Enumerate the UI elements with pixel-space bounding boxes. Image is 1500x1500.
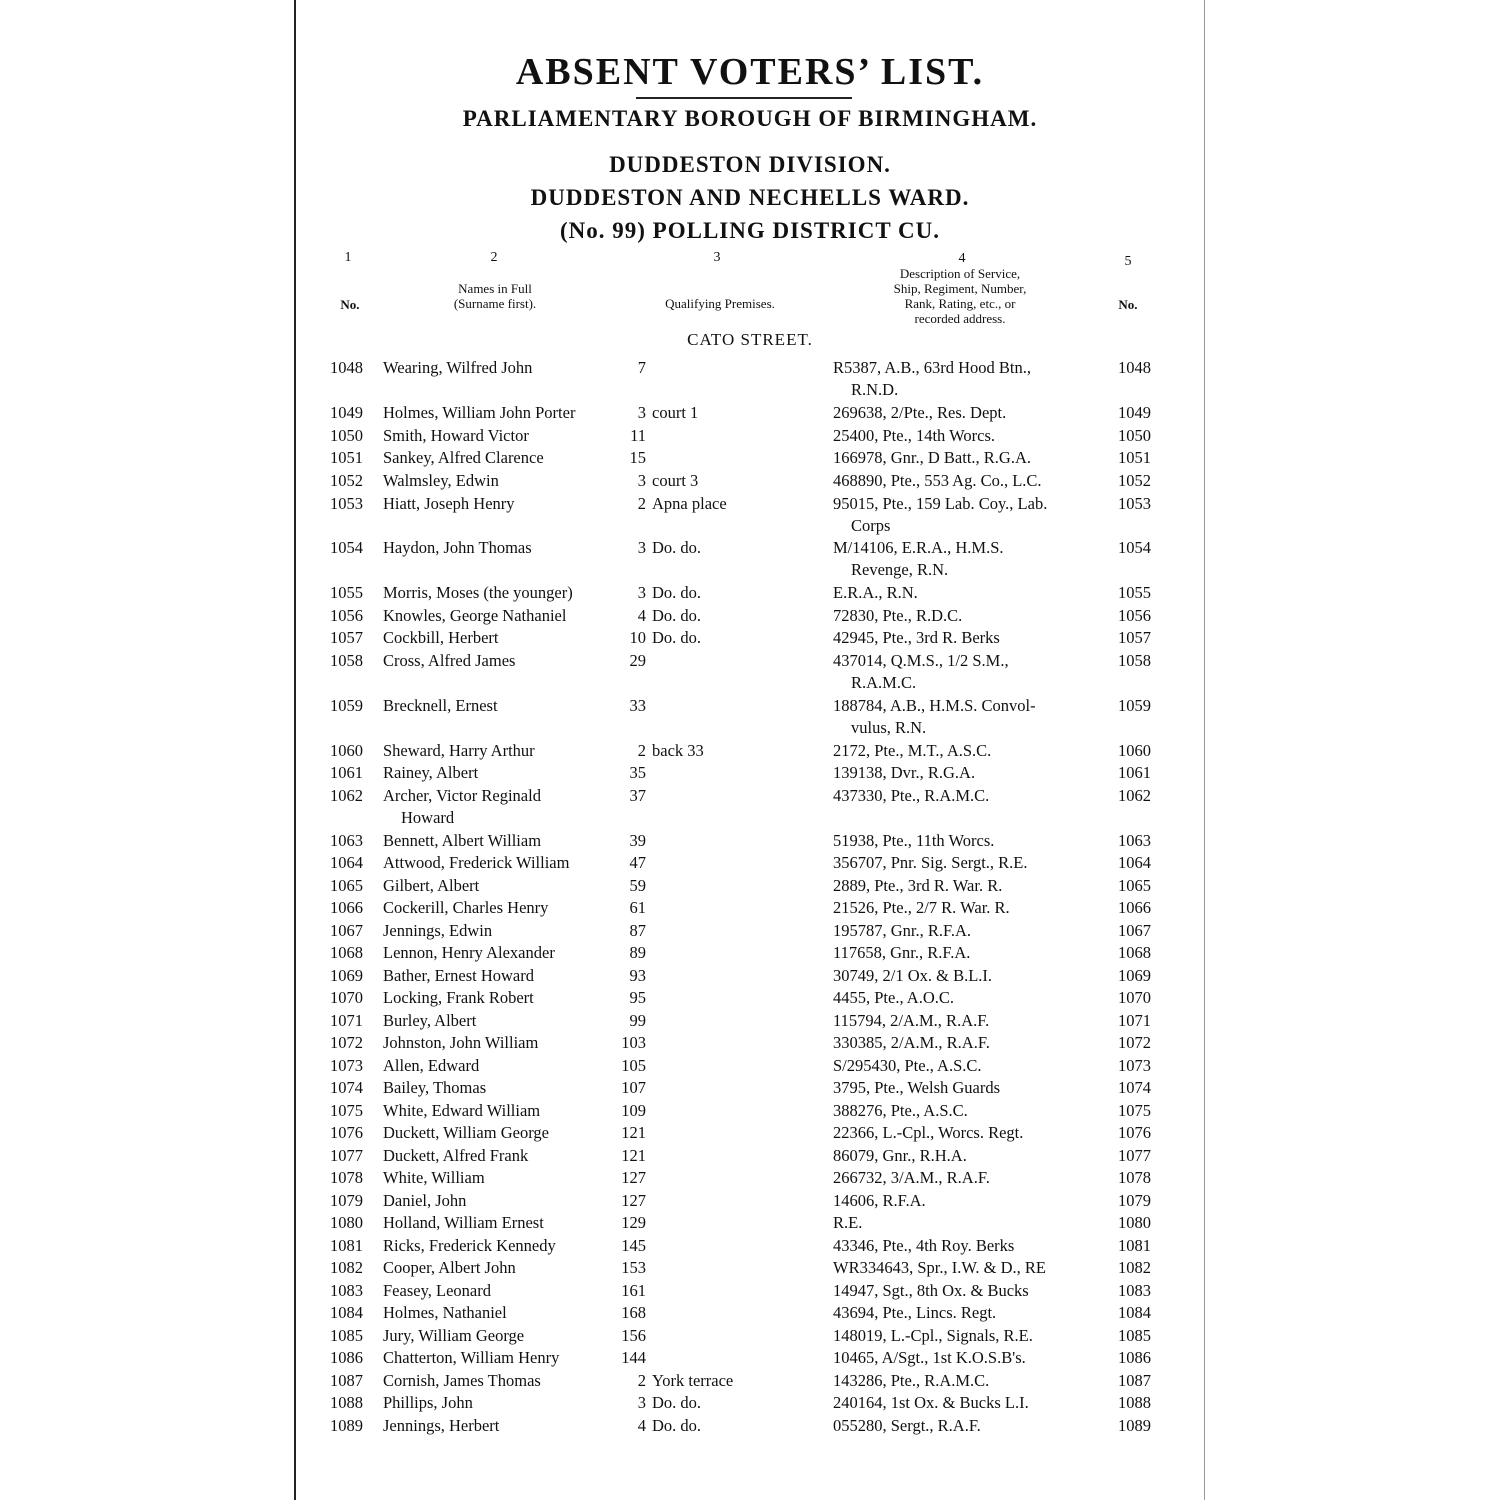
premises-number: 156 (621, 1326, 646, 1345)
premises-number: 39 (629, 831, 646, 850)
table-row (0, 1056, 1500, 1078)
voter-number-right: 1086 (1118, 1348, 1151, 1367)
premises-address: Do. do. (652, 606, 702, 625)
division-heading: DUDDESTON DIVISION. (609, 152, 891, 177)
service-description-continued: Corps (851, 516, 891, 535)
voter-number: 1082 (330, 1258, 363, 1277)
premises-address: Do. do. (652, 538, 702, 557)
premises-number: 15 (629, 448, 646, 467)
voter-number-right: 1052 (1118, 471, 1151, 490)
col-index-1: 1 (344, 250, 352, 265)
service-description: 25400, Pte., 14th Worcs. (833, 426, 995, 445)
service-description: 269638, 2/Pte., Res. Dept. (833, 403, 1007, 422)
premises-number: 47 (629, 853, 646, 872)
premises-number: 7 (637, 358, 646, 377)
ward-heading: DUDDESTON AND NECHELLS WARD. (530, 185, 970, 210)
voter-number-right: 1085 (1118, 1326, 1151, 1345)
premises-number: 127 (621, 1168, 646, 1187)
table-row (0, 426, 1500, 448)
premises-number: 3 (637, 403, 646, 422)
service-description: 14606, R.F.A. (833, 1191, 926, 1210)
service-description: 356707, Pnr. Sig. Sergt., R.E. (833, 853, 1028, 872)
col-header-desc-line4: recorded address. (914, 311, 1006, 326)
voter-number: 1065 (330, 876, 363, 895)
voter-name: Hiatt, Joseph Henry (383, 494, 515, 513)
voter-number-right: 1076 (1118, 1123, 1151, 1142)
col-header-description (860, 266, 1060, 326)
service-description: 42945, Pte., 3rd R. Berks (833, 628, 1000, 647)
premises-number: 2 (637, 494, 646, 513)
premises-number: 59 (629, 876, 646, 895)
premises-number: 93 (629, 966, 646, 985)
voter-name: Johnston, John William (383, 1033, 539, 1052)
table-row (0, 763, 1500, 785)
voter-name: Cockerill, Charles Henry (383, 898, 549, 917)
premises-number: 3 (637, 1393, 646, 1412)
table-row (0, 494, 1500, 516)
voter-name: Bailey, Thomas (383, 1078, 487, 1097)
table-row (0, 448, 1500, 470)
premises-address: York terrace (652, 1371, 734, 1390)
service-description: S/295430, Pte., A.S.C. (833, 1056, 982, 1075)
service-description: 51938, Pte., 11th Worcs. (833, 831, 995, 850)
voter-number: 1060 (330, 741, 363, 760)
voter-number: 1079 (330, 1191, 363, 1210)
premises-number: 3 (637, 471, 646, 490)
service-description: R5387, A.B., 63rd Hood Btn., (833, 358, 1032, 377)
col-header-names (420, 281, 570, 311)
voter-number: 1056 (330, 606, 363, 625)
service-description: 266732, 3/A.M., R.A.F. (833, 1168, 990, 1187)
voter-number-right: 1058 (1118, 651, 1151, 670)
voter-number-right: 1089 (1118, 1416, 1151, 1435)
voter-number: 1067 (330, 921, 363, 940)
premises-number: 4 (637, 1416, 646, 1435)
service-description-continued: vulus, R.N. (851, 718, 927, 737)
premises-number: 161 (621, 1281, 646, 1300)
voter-number-right: 1062 (1118, 786, 1151, 805)
voter-number: 1053 (330, 494, 363, 513)
service-description: 188784, A.B., H.M.S. Convol- (833, 696, 1036, 715)
voter-name: Daniel, John (383, 1191, 467, 1210)
voter-number: 1084 (330, 1303, 363, 1322)
service-description-continued: R.N.D. (851, 380, 899, 399)
premises-number: 105 (621, 1056, 646, 1075)
table-row (0, 1146, 1500, 1168)
service-description: 115794, 2/A.M., R.A.F. (833, 1011, 990, 1030)
service-description: 2889, Pte., 3rd R. War. R. (833, 876, 1003, 895)
voter-number-right: 1073 (1118, 1056, 1151, 1075)
premises-number: 144 (621, 1348, 646, 1367)
premises-address: Do. do. (652, 1416, 702, 1435)
premises-number: 3 (637, 583, 646, 602)
voter-number-right: 1079 (1118, 1191, 1151, 1210)
table-row (0, 1078, 1500, 1100)
voter-number: 1078 (330, 1168, 363, 1187)
voter-name: Ricks, Frederick Kennedy (383, 1236, 556, 1255)
district-heading: (No. 99) POLLING DISTRICT CU. (559, 218, 940, 243)
premises-number: 33 (629, 696, 646, 715)
voter-name: Haydon, John Thomas (383, 538, 532, 557)
table-row (0, 921, 1500, 943)
voter-number: 1062 (330, 786, 363, 805)
premises-number: 35 (629, 763, 646, 782)
voter-number: 1057 (330, 628, 363, 647)
premises-number: 107 (621, 1078, 646, 1097)
service-description: 437014, Q.M.S., 1/2 S.M., (833, 651, 1009, 670)
premises-number: 121 (621, 1146, 646, 1165)
voter-number-right: 1051 (1118, 448, 1151, 467)
premises-number: 103 (621, 1033, 646, 1052)
voter-name: Lennon, Henry Alexander (383, 943, 555, 962)
table-row (0, 966, 1500, 988)
voter-number: 1083 (330, 1281, 363, 1300)
voter-number-right: 1084 (1118, 1303, 1151, 1322)
voter-name: Brecknell, Ernest (383, 696, 498, 715)
voter-name: Wearing, Wilfred John (383, 358, 533, 377)
service-description: 148019, L.-Cpl., Signals, R.E. (833, 1326, 1033, 1345)
voter-number-right: 1087 (1118, 1371, 1151, 1390)
col-header-desc-line2: Ship, Regiment, Number, (893, 281, 1027, 296)
voter-name: Knowles, George Nathaniel (383, 606, 567, 625)
premises-number: 11 (630, 426, 646, 445)
voter-number: 1076 (330, 1123, 363, 1142)
voter-number-right: 1074 (1118, 1078, 1151, 1097)
table-row (0, 583, 1500, 605)
voter-number: 1068 (330, 943, 363, 962)
voter-number: 1050 (330, 426, 363, 445)
voter-name: Jennings, Herbert (383, 1416, 500, 1435)
table-row (0, 853, 1500, 875)
voter-number: 1080 (330, 1213, 363, 1232)
voter-name: Bennett, Albert William (383, 831, 542, 850)
service-description: WR334643, Spr., I.W. & D., RE (833, 1258, 1046, 1277)
table-row (0, 1416, 1500, 1438)
table-row (0, 831, 1500, 853)
table-row (0, 1393, 1500, 1415)
voter-number: 1058 (330, 651, 363, 670)
service-description: 330385, 2/A.M., R.A.F. (833, 1033, 990, 1052)
voter-number: 1077 (330, 1146, 363, 1165)
table-row (0, 628, 1500, 650)
voter-number-right: 1081 (1118, 1236, 1151, 1255)
voter-number-right: 1063 (1118, 831, 1151, 850)
service-description: 30749, 2/1 Ox. & B.L.I. (833, 966, 993, 985)
voter-number-right: 1050 (1118, 426, 1151, 445)
table-row (0, 696, 1500, 718)
col-header-names-line2: (Surname first). (453, 296, 537, 311)
voter-number-right: 1088 (1118, 1393, 1151, 1412)
col-index-5: 5 (1124, 254, 1132, 269)
table-row (0, 898, 1500, 920)
voter-name: Walmsley, Edwin (383, 471, 499, 490)
premises-address: Do. do. (652, 628, 702, 647)
voter-number: 1052 (330, 471, 363, 490)
col-header-premises: Qualifying Premises. (665, 296, 775, 311)
table-row (0, 1258, 1500, 1280)
voter-name: Rainey, Albert (383, 763, 479, 782)
voter-number-right: 1080 (1118, 1213, 1151, 1232)
voter-number-right: 1071 (1118, 1011, 1151, 1030)
voter-name: Holmes, William John Porter (383, 403, 576, 422)
voter-number-right: 1048 (1118, 358, 1151, 377)
voter-name: Holland, William Ernest (383, 1213, 544, 1232)
voter-number: 1064 (330, 853, 363, 872)
service-description: 195787, Gnr., R.F.A. (833, 921, 972, 940)
service-description: 468890, Pte., 553 Ag. Co., L.C. (833, 471, 1042, 490)
table-row (0, 1123, 1500, 1145)
voter-number: 1055 (330, 583, 363, 602)
voter-number: 1081 (330, 1236, 363, 1255)
service-description: 86079, Gnr., R.H.A. (833, 1146, 967, 1165)
voter-name: Duckett, Alfred Frank (383, 1146, 529, 1165)
table-row (0, 1371, 1500, 1393)
voter-number-right: 1072 (1118, 1033, 1151, 1052)
service-description: 72830, Pte., R.D.C. (833, 606, 963, 625)
service-description: 139138, Dvr., R.G.A. (833, 763, 976, 782)
voter-name: Bather, Ernest Howard (383, 966, 534, 985)
premises-address: Do. do. (652, 1393, 702, 1412)
voter-name: White, Edward William (383, 1101, 541, 1120)
voter-number-right: 1054 (1118, 538, 1151, 557)
service-description: E.R.A., R.N. (833, 583, 918, 602)
voter-name: Allen, Edward (383, 1056, 480, 1075)
premises-number: 145 (621, 1236, 646, 1255)
voter-name: Attwood, Frederick William (383, 853, 570, 872)
voter-number-right: 1064 (1118, 853, 1151, 872)
service-description: 43694, Pte., Lincs. Regt. (833, 1303, 997, 1322)
premises-address: Apna place (652, 494, 727, 513)
premises-number: 129 (621, 1213, 646, 1232)
street-heading: CATO STREET. (687, 330, 813, 349)
voter-number-right: 1066 (1118, 898, 1151, 917)
premises-number: 99 (629, 1011, 646, 1030)
table-row (0, 471, 1500, 493)
col-header-no-left: No. (340, 297, 360, 312)
voter-number-right: 1075 (1118, 1101, 1151, 1120)
table-row (0, 1033, 1500, 1055)
voter-number: 1088 (330, 1393, 363, 1412)
service-description: 14947, Sgt., 8th Ox. & Bucks (833, 1281, 1029, 1300)
service-description: 21526, Pte., 2/7 R. War. R. (833, 898, 1010, 917)
voter-number: 1048 (330, 358, 363, 377)
voter-name: Phillips, John (383, 1393, 473, 1412)
service-description: 2172, Pte., M.T., A.S.C. (833, 741, 992, 760)
premises-number: 89 (629, 943, 646, 962)
table-row (0, 403, 1500, 425)
title-rule (636, 97, 852, 99)
table-row (0, 1168, 1500, 1190)
table-row (0, 741, 1500, 763)
page-title: ABSENT VOTERS’ LIST. (515, 51, 985, 93)
service-description: 240164, 1st Ox. & Bucks L.I. (833, 1393, 1029, 1412)
voter-number-right: 1068 (1118, 943, 1151, 962)
voter-number-right: 1067 (1118, 921, 1151, 940)
voter-name: Jury, William George (383, 1326, 525, 1345)
premises-number: 3 (637, 538, 646, 557)
premises-number: 2 (637, 1371, 646, 1390)
col-header-no-right: No. (1118, 297, 1138, 312)
voter-number: 1071 (330, 1011, 363, 1030)
service-description: M/14106, E.R.A., H.M.S. (833, 538, 1004, 557)
voter-name: White, William (383, 1168, 485, 1187)
premises-number: 109 (621, 1101, 646, 1120)
premises-number: 61 (629, 898, 646, 917)
service-description: 055280, Sergt., R.A.F. (833, 1416, 981, 1435)
premises-number: 95 (629, 988, 646, 1007)
table-row (0, 1303, 1500, 1325)
voter-number-right: 1055 (1118, 583, 1151, 602)
voter-number: 1061 (330, 763, 363, 782)
premises-number: 127 (621, 1191, 646, 1210)
voter-name-continued: Howard (401, 808, 455, 827)
premises-number: 153 (621, 1258, 646, 1277)
voter-number-right: 1078 (1118, 1168, 1151, 1187)
voter-number-right: 1049 (1118, 403, 1151, 422)
service-description-continued: R.A.M.C. (851, 673, 917, 692)
voter-number-right: 1053 (1118, 494, 1151, 513)
premises-number: 29 (629, 651, 646, 670)
voter-number: 1085 (330, 1326, 363, 1345)
premises-address: court 3 (652, 471, 699, 490)
voter-number-right: 1057 (1118, 628, 1151, 647)
service-description: 143286, Pte., R.A.M.C. (833, 1371, 990, 1390)
col-header-names-line1: Names in Full (458, 281, 532, 296)
table-row (0, 538, 1500, 560)
premises-number: 121 (621, 1123, 646, 1142)
service-description: 388276, Pte., A.S.C. (833, 1101, 968, 1120)
service-description: 43346, Pte., 4th Roy. Berks (833, 1236, 1015, 1255)
service-description: 4455, Pte., A.O.C. (833, 988, 955, 1007)
table-row (0, 1326, 1500, 1348)
voter-name: Feasey, Leonard (383, 1281, 491, 1300)
service-description: 10465, A/Sgt., 1st K.O.S.B's. (833, 1348, 1026, 1367)
table-row (0, 786, 1500, 808)
service-description-continued: Revenge, R.N. (851, 560, 949, 579)
voter-number: 1070 (330, 988, 363, 1007)
voter-number: 1073 (330, 1056, 363, 1075)
voter-number: 1074 (330, 1078, 363, 1097)
table-row (0, 1236, 1500, 1258)
premises-address: Do. do. (652, 583, 702, 602)
table-row (0, 358, 1500, 380)
voter-number-right: 1069 (1118, 966, 1151, 985)
table-row (0, 606, 1500, 628)
voter-name: Archer, Victor Reginald (383, 786, 541, 805)
voter-name: Cross, Alfred James (383, 651, 516, 670)
voter-number: 1049 (330, 403, 363, 422)
voter-number-right: 1083 (1118, 1281, 1151, 1300)
voter-name: Smith, Howard Victor (383, 426, 529, 445)
voter-name: Cockbill, Herbert (383, 628, 499, 647)
col-index-2: 2 (490, 250, 498, 265)
borough-heading: PARLIAMENTARY BOROUGH OF BIRMINGHAM. (462, 106, 1038, 131)
voter-name: Burley, Albert (383, 1011, 477, 1030)
premises-number: 37 (629, 786, 646, 805)
premises-number: 10 (629, 628, 646, 647)
voter-name: Sankey, Alfred Clarence (383, 448, 544, 467)
voter-number: 1086 (330, 1348, 363, 1367)
premises-number: 2 (637, 741, 646, 760)
voter-name: Cornish, James Thomas (383, 1371, 541, 1390)
voter-number: 1059 (330, 696, 363, 715)
premises-number: 87 (629, 921, 646, 940)
table-row (0, 1101, 1500, 1123)
voter-number: 1054 (330, 538, 363, 557)
voter-number-right: 1070 (1118, 988, 1151, 1007)
table-row (0, 876, 1500, 898)
voter-name: Gilbert, Albert (383, 876, 480, 895)
voter-number-right: 1060 (1118, 741, 1151, 760)
voter-number: 1069 (330, 966, 363, 985)
voter-number: 1066 (330, 898, 363, 917)
premises-address: court 1 (652, 403, 699, 422)
service-description: 95015, Pte., 159 Lab. Coy., Lab. (833, 494, 1048, 513)
table-row (0, 1348, 1500, 1370)
service-description: 166978, Gnr., D Batt., R.G.A. (833, 448, 1031, 467)
voter-name: Holmes, Nathaniel (383, 1303, 507, 1322)
voter-number-right: 1056 (1118, 606, 1151, 625)
table-row (0, 943, 1500, 965)
table-row (0, 1011, 1500, 1033)
voter-name: Sheward, Harry Arthur (383, 741, 535, 760)
voter-name: Duckett, William George (383, 1123, 549, 1142)
voter-number-right: 1082 (1118, 1258, 1151, 1277)
table-row (0, 1281, 1500, 1303)
voter-number: 1051 (330, 448, 363, 467)
voter-number: 1063 (330, 831, 363, 850)
voter-number-right: 1059 (1118, 696, 1151, 715)
col-header-desc-line1: Description of Service, (899, 266, 1021, 281)
voter-number-right: 1061 (1118, 763, 1151, 782)
service-description: 437330, Pte., R.A.M.C. (833, 786, 990, 805)
premises-number: 4 (637, 606, 646, 625)
voter-number: 1089 (330, 1416, 363, 1435)
table-row (0, 988, 1500, 1010)
voter-number-right: 1065 (1118, 876, 1151, 895)
service-description: 117658, Gnr., R.F.A. (833, 943, 971, 962)
service-description: R.E. (833, 1213, 863, 1232)
voter-name: Chatterton, William Henry (383, 1348, 560, 1367)
col-header-desc-line3: Rank, Rating, etc., or (904, 296, 1016, 311)
voter-name: Locking, Frank Robert (383, 988, 534, 1007)
table-row (0, 651, 1500, 673)
voter-name: Jennings, Edwin (383, 921, 493, 940)
voter-number: 1072 (330, 1033, 363, 1052)
voter-name: Cooper, Albert John (383, 1258, 516, 1277)
premises-number: 168 (621, 1303, 646, 1322)
service-description: 22366, L.-Cpl., Worcs. Regt. (833, 1123, 1024, 1142)
voter-number: 1087 (330, 1371, 363, 1390)
col-index-3: 3 (713, 250, 721, 265)
service-description: 3795, Pte., Welsh Guards (833, 1078, 1001, 1097)
table-row (0, 1213, 1500, 1235)
premises-address: back 33 (652, 741, 704, 760)
col-index-4: 4 (958, 251, 966, 266)
voter-name: Morris, Moses (the younger) (383, 583, 573, 602)
voter-number-right: 1077 (1118, 1146, 1151, 1165)
table-row (0, 1191, 1500, 1213)
voter-number: 1075 (330, 1101, 363, 1120)
